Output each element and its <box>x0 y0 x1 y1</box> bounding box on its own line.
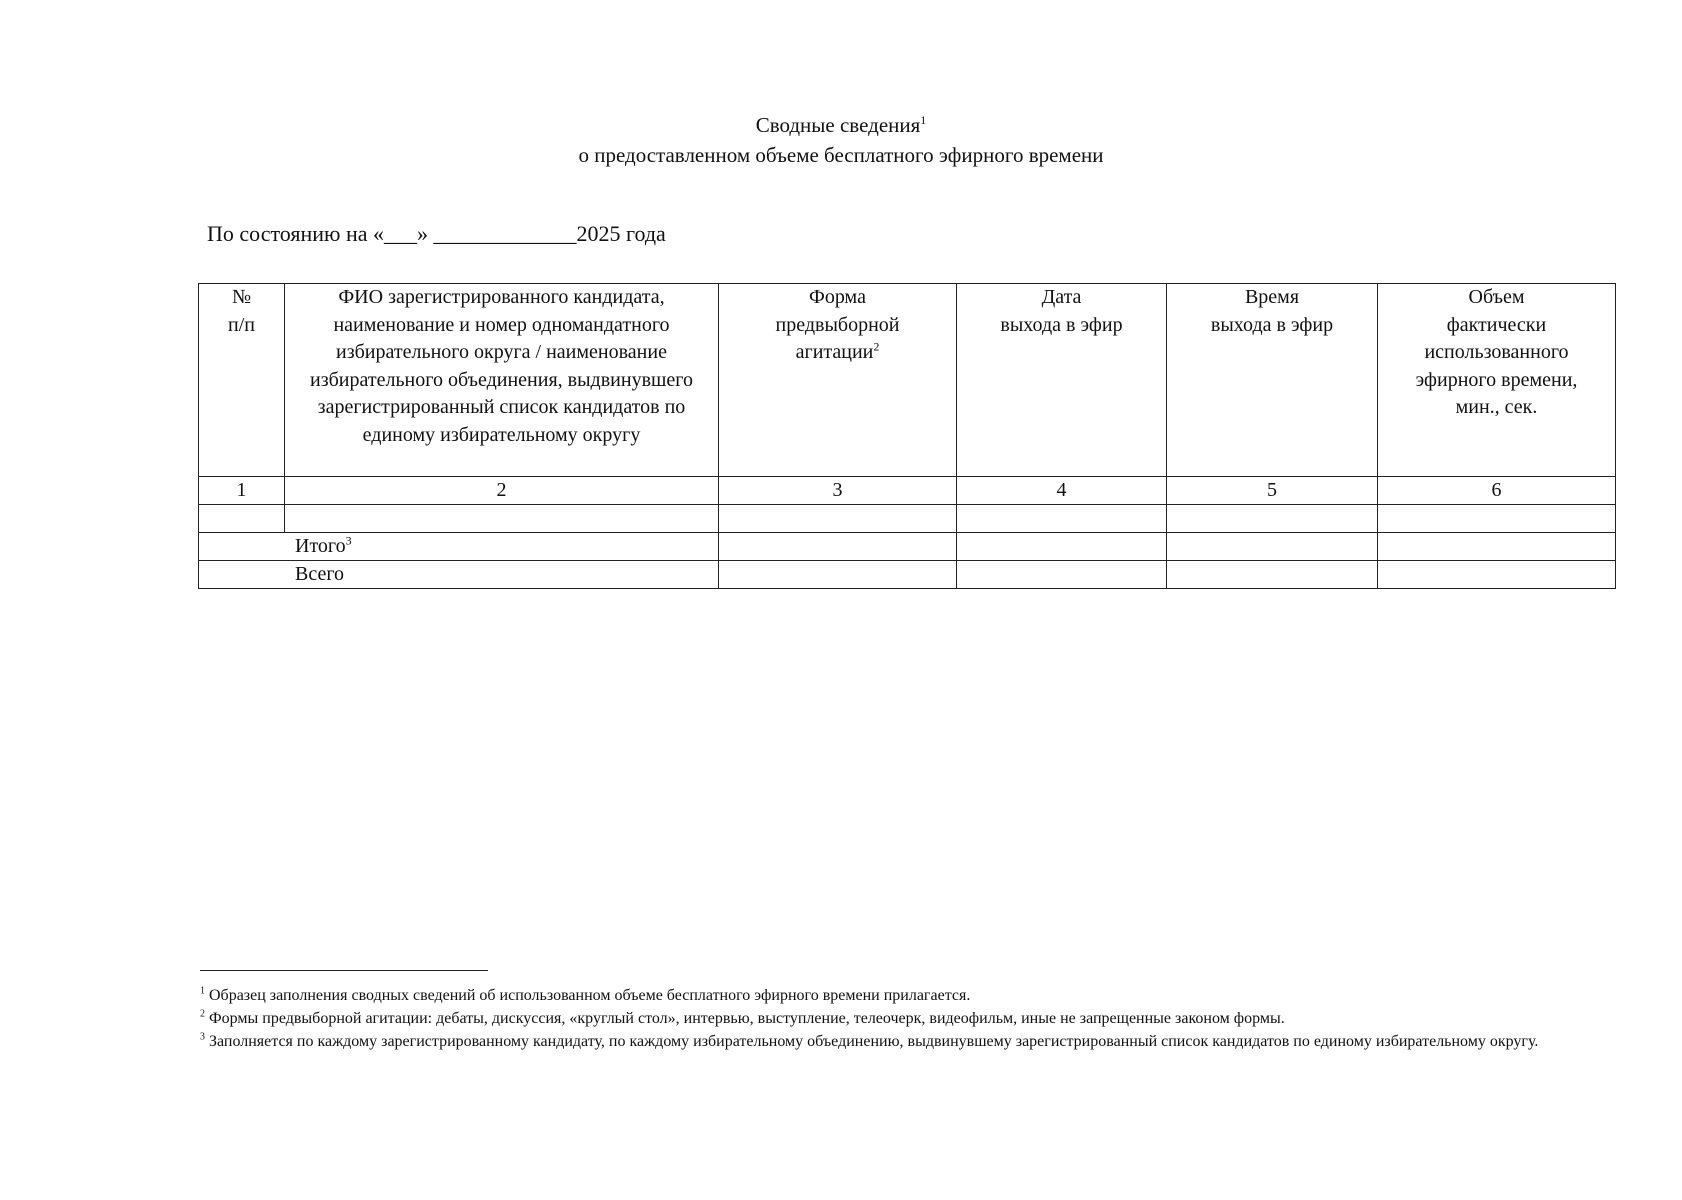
table-row <box>199 505 1616 533</box>
table-cell[interactable] <box>1378 561 1616 589</box>
column-number-cell: 6 <box>1378 477 1616 505</box>
total-label: Итого$^3$ <box>199 533 719 561</box>
footnote-ref-3: 3 <box>345 533 352 548</box>
table-cell[interactable] <box>719 533 957 561</box>
footnote-3: $^3$ Заполняется по каждому зарегистрированному кандидату, по каждому избирательному объединению, выдвинувшему зарегистрированный список кандидатов по единому избирательному округу. <box>200 1031 1539 1050</box>
document-heading <box>0 110 1682 170</box>
header-cell-air-date: Дата выхода в эфир <box>957 284 1167 477</box>
as-of-date-line: По состоянию на «___» _____________2025 года <box>207 221 666 246</box>
grand-total-row <box>199 561 1616 589</box>
table-cell[interactable] <box>719 561 957 589</box>
footnotes <box>200 984 1614 1053</box>
footnote-1: $^1$ Образец заполнения сводных сведений об использованном объеме бесплатного эфирного времени прилагается. <box>200 985 971 1004</box>
column-number-cell: 4 <box>957 477 1167 505</box>
header-cell-number: № п/п <box>199 284 285 477</box>
header-cell-airtime-volume: Объем фактически использованного эфирного времени, мин., сек. <box>1378 284 1616 477</box>
column-number-cell: 1 <box>199 477 285 505</box>
document-title: Сводные сведения$^1$ <box>755 113 927 137</box>
table-cell[interactable] <box>957 561 1167 589</box>
grand-total-label: Всего <box>199 561 719 589</box>
table-cell[interactable] <box>1167 505 1378 533</box>
column-number-cell: 2 <box>285 477 719 505</box>
total-row <box>199 533 1616 561</box>
table-cell[interactable] <box>957 533 1167 561</box>
table-cell[interactable] <box>285 505 719 533</box>
footnote-divider <box>200 970 488 971</box>
header-cell-air-time: Время выхода в эфир <box>1167 284 1378 477</box>
column-number-cell: 5 <box>1167 477 1378 505</box>
table-cell[interactable] <box>957 505 1167 533</box>
header-cell-candidate: ФИО зарегистрированного кандидата, наименование и номер одномандатного избирательного округа / наименование избирательного объединения, выдвинувшего зарегистрированный список кандидатов по единому избирательному округу <box>285 284 719 477</box>
footnote-2: $^2$ Формы предвыборной агитации: дебаты, дискуссия, «круглый стол», интервью, выступление, телеочерк, видеофильм, иные не запрещенные законом формы. <box>200 1008 1285 1027</box>
footnote-ref-2: 2 <box>873 339 880 354</box>
header-cell-agitation-form: Форма предвыборной агитации$^2$ <box>719 284 957 477</box>
table-cell[interactable] <box>719 505 957 533</box>
table-cell[interactable] <box>1378 533 1616 561</box>
summary-table <box>198 283 1616 589</box>
column-number-cell: 3 <box>719 477 957 505</box>
table-cell[interactable] <box>199 505 285 533</box>
table-header-row <box>199 284 1616 477</box>
table-cell[interactable] <box>1167 533 1378 561</box>
table-cell[interactable] <box>1378 505 1616 533</box>
document-subtitle: о предоставленном объеме бесплатного эфирного времени <box>578 143 1104 167</box>
column-number-row <box>199 477 1616 505</box>
footnote-ref-1: 1 <box>920 113 927 127</box>
table-cell[interactable] <box>1167 561 1378 589</box>
